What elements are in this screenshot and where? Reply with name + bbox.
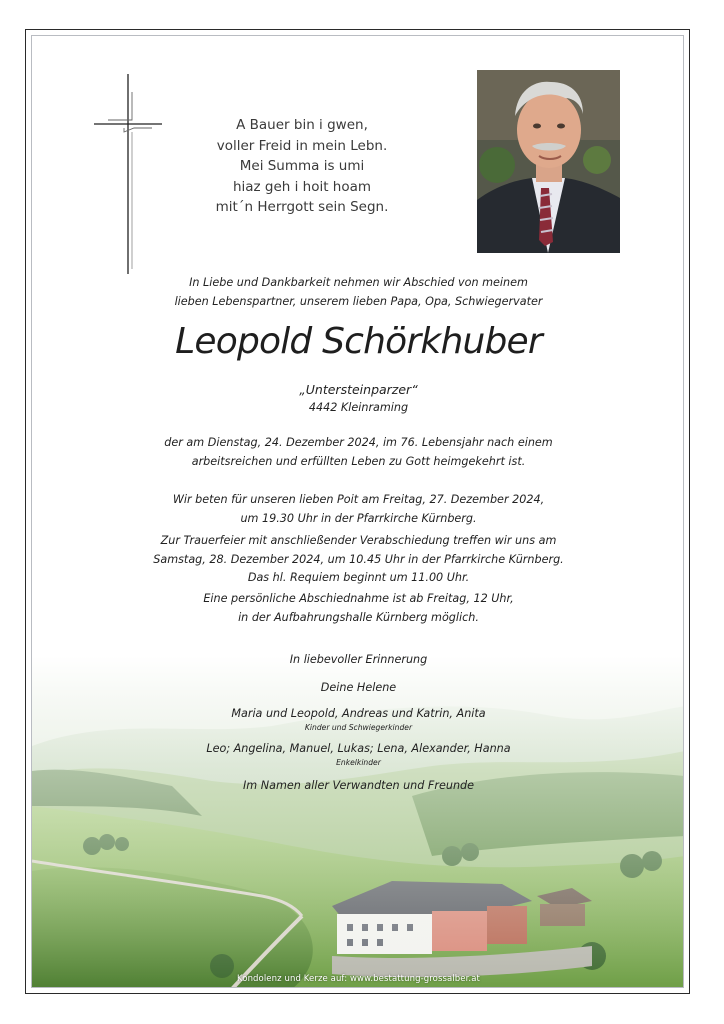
- funeral-notice: [32, 532, 684, 588]
- obituary-card: [31, 35, 684, 988]
- intro-text: [32, 273, 684, 311]
- funeral-line: Das hl. Requiem beginnt um 11.00 Uhr.: [247, 571, 470, 584]
- viewing-line: in der Aufbahrungshalle Kürnberg möglich.: [238, 610, 479, 624]
- death-line: der am Dienstag, 24. Dezember 2024, im 76. Lebensjahr nach einem: [164, 436, 553, 449]
- relatives-line: Im Namen aller Verwandten und Freunde: [242, 779, 475, 792]
- memory-heading: In liebevoller Erinnerung: [289, 653, 428, 666]
- landscape-image: [32, 656, 684, 988]
- cross-icon: [94, 74, 166, 276]
- grandchildren-label: Enkelkinder: [336, 758, 381, 767]
- prayer-notice: [32, 491, 684, 528]
- prayer-line: um 19.30 Uhr in der Pfarrkirche Kürnberg.: [240, 511, 477, 525]
- children-names: Maria und Leopold, Andreas und Katrin, Anita: [231, 707, 486, 720]
- viewing-notice: [32, 590, 684, 627]
- death-notice: [32, 433, 684, 471]
- condolence-link[interactable]: Kondolenz und Kerze auf: www.bestattung-grossalber.at: [237, 974, 480, 984]
- viewing-line: Eine persönliche Abschiednahme ist ab Freitag, 12 Uhr,: [203, 592, 514, 605]
- deceased-details: [32, 381, 684, 417]
- deceased-nickname: „Untersteinparzer“: [299, 382, 418, 397]
- poem: [182, 115, 422, 218]
- partner-name: Deine Helene: [320, 681, 397, 694]
- funeral-line: Zur Trauerfeier mit anschließender Verabschiedung treffen wir uns am: [160, 534, 557, 547]
- funeral-line: Samstag, 28. Dezember 2024, um 10.45 Uhr in der Pfarrkirche Kürnberg.: [153, 552, 564, 566]
- intro-line: lieben Lebenspartner, unserem lieben Papa, Opa, Schwiegervater: [174, 295, 543, 308]
- grandchildren-names: Leo; Angelina, Manuel, Lukas; Lena, Alexander, Hanna: [206, 742, 511, 755]
- children-label: Kinder und Schwiegerkinder: [304, 723, 413, 732]
- poem-line: voller Freid in mein Lebn.: [216, 137, 388, 154]
- poem-line: mit´n Herrgott sein Segn.: [215, 199, 389, 215]
- deceased-address: 4442 Kleinraming: [308, 401, 409, 414]
- death-line: arbeitsreichen und erfüllten Leben zu Gott heimgekehrt ist.: [191, 455, 526, 468]
- deceased-name: Leopold Schörkhuber: [175, 321, 542, 362]
- poem-line: A Bauer bin i gwen,: [236, 117, 368, 133]
- portrait-photo: [477, 70, 620, 253]
- intro-line: In Liebe und Dankbarkeit nehmen wir Abschied von meinem: [189, 276, 528, 289]
- poem-line: Mei Summa is umi: [239, 158, 365, 174]
- prayer-line: Wir beten für unseren lieben Poit am Freitag, 27. Dezember 2024,: [172, 493, 545, 506]
- poem-line: hiaz geh i hoit hoam: [232, 178, 372, 195]
